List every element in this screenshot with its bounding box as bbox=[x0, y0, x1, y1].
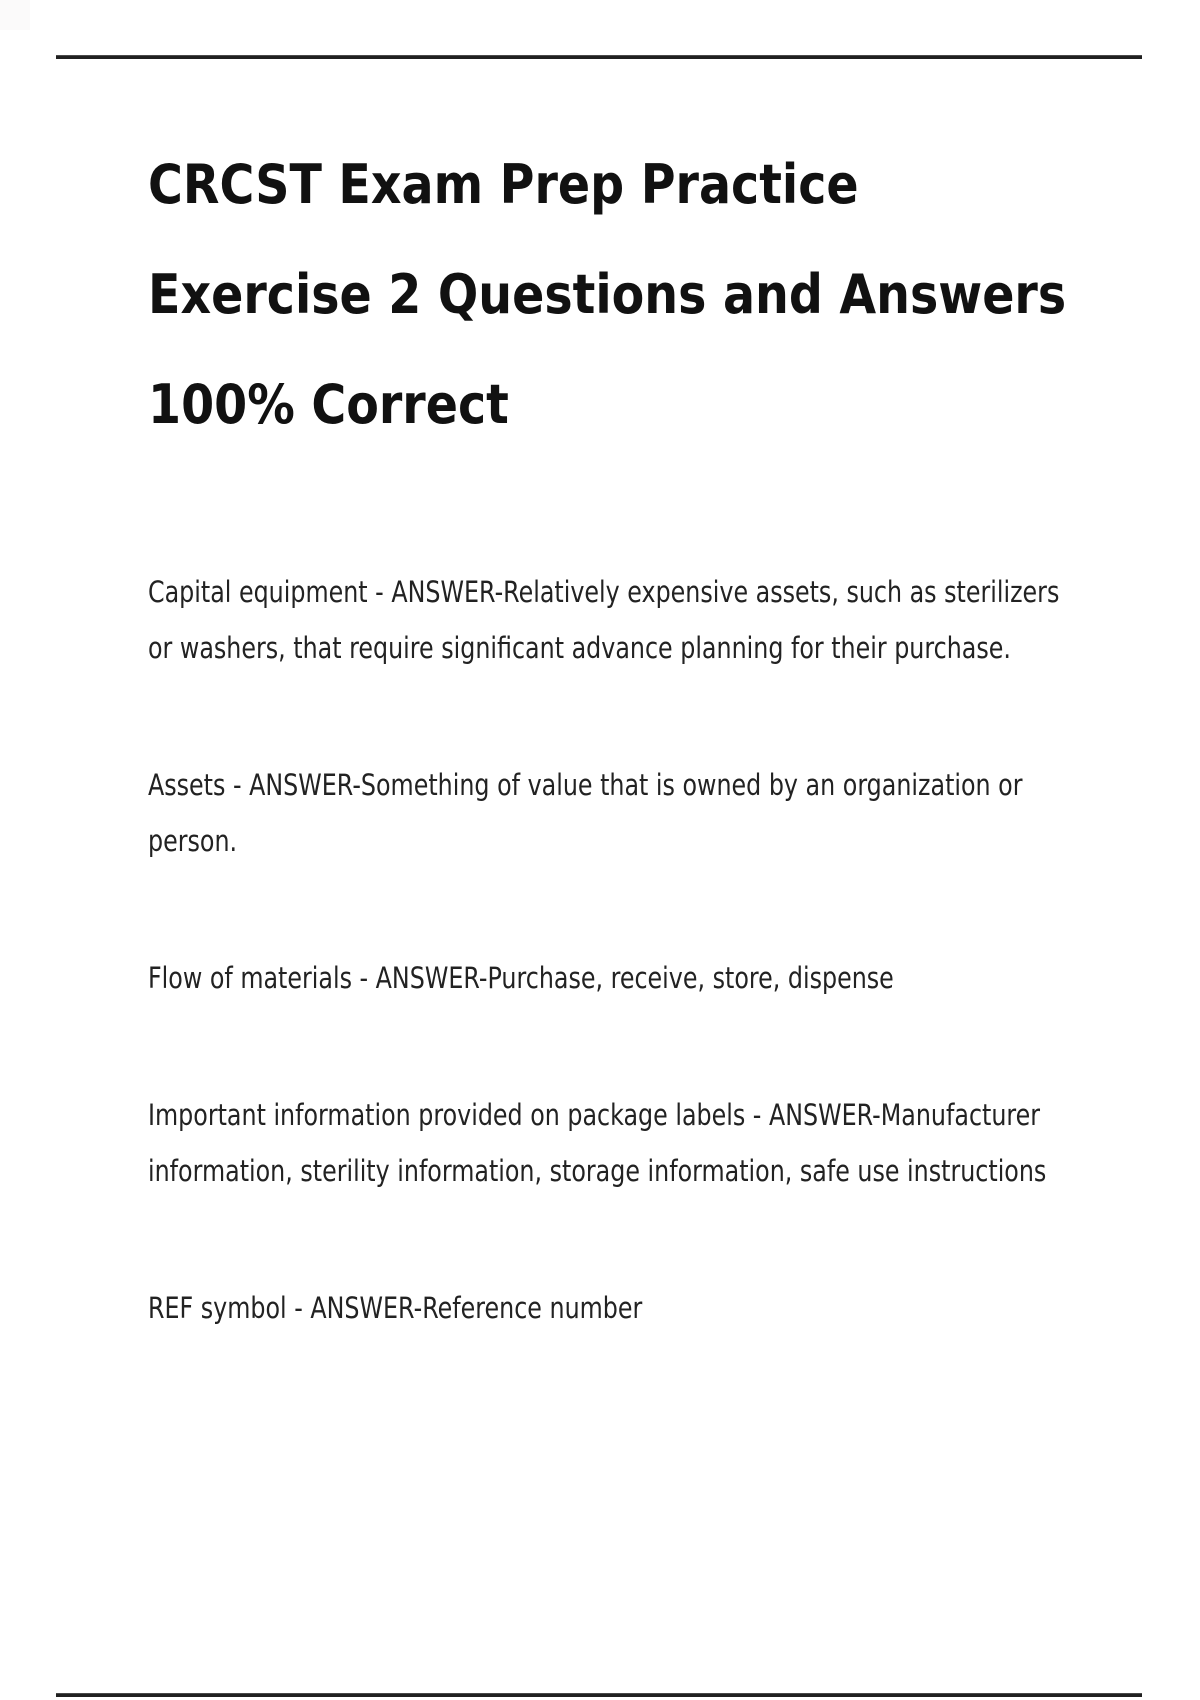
document-title bbox=[148, 130, 1148, 460]
title-line-3: 100% Correct bbox=[148, 373, 509, 436]
qa-line: information, sterility information, storage information, safe use instructions bbox=[148, 1154, 1047, 1188]
qa-paragraph bbox=[148, 1280, 1148, 1336]
title-line-2: Exercise 2 Questions and Answers bbox=[148, 263, 1067, 326]
title-line-1: CRCST Exam Prep Practice bbox=[148, 153, 859, 216]
qa-line: Capital equipment - ANSWER-Relatively expensive assets, such as sterilizers bbox=[148, 575, 1060, 609]
qa-paragraph bbox=[148, 757, 1148, 869]
qa-paragraph bbox=[148, 1087, 1148, 1199]
qa-line: person. bbox=[148, 824, 238, 858]
qa-line: REF symbol - ANSWER-Reference number bbox=[148, 1291, 643, 1325]
qa-paragraph bbox=[148, 564, 1148, 676]
qa-paragraph bbox=[148, 950, 1148, 1006]
qa-line: Assets - ANSWER-Something of value that is owned by an organization or bbox=[148, 768, 1023, 802]
bottom-divider-rule bbox=[56, 1693, 1142, 1697]
qa-body bbox=[148, 564, 1148, 1336]
qa-line: or washers, that require significant advance planning for their purchase. bbox=[148, 631, 1011, 665]
qa-line: Important information provided on package labels - ANSWER-Manufacturer bbox=[148, 1098, 1041, 1132]
qa-line: Flow of materials - ANSWER-Purchase, receive, store, dispense bbox=[148, 961, 894, 995]
scan-corner-artifact bbox=[0, 0, 30, 30]
document-content bbox=[148, 0, 1148, 1417]
